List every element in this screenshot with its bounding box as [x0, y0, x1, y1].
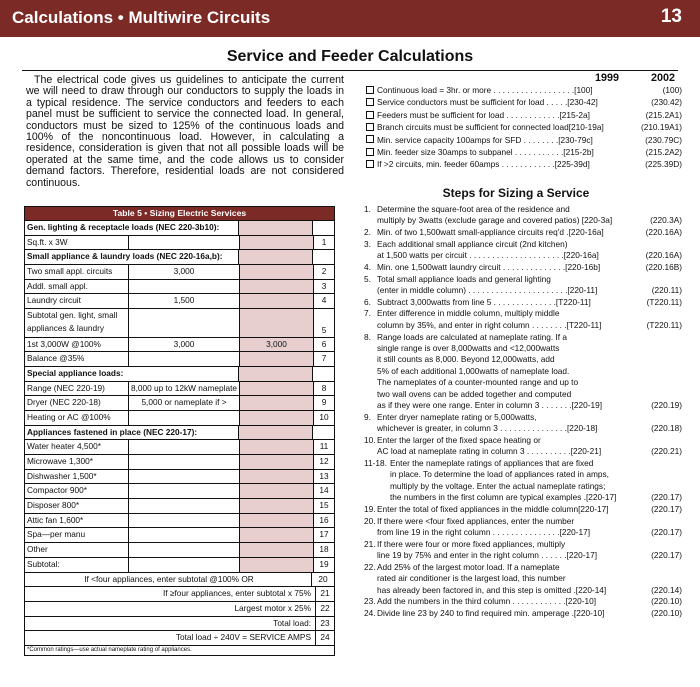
- table-row: [25, 542, 334, 557]
- comparison-label: [366, 109, 621, 121]
- comparison-label: [366, 96, 621, 108]
- table-row: [25, 630, 334, 645]
- step-line: Determine the square-foot area of the residence and: [377, 204, 570, 214]
- year-1999: 1999: [595, 72, 620, 84]
- total-cell: [240, 499, 314, 513]
- value-cell: 8,000 up to 12kW nameplate: [129, 382, 240, 396]
- step-item: [364, 274, 684, 297]
- step-number: 24.: [364, 607, 376, 618]
- step-line: Add 25% of the largest motor load. If a nameplate: [377, 561, 560, 572]
- comparison-item: [366, 84, 684, 96]
- total-cell: [240, 382, 314, 396]
- step-number: 3.: [364, 238, 371, 249]
- step-item: [364, 308, 684, 331]
- row-label: Addl. small appl.: [25, 280, 129, 294]
- year-headers: [366, 70, 684, 84]
- page-number: 13: [660, 6, 682, 27]
- step-line: column by 35%, and enter in right column . . . . . . . .[T220-11]: [377, 319, 602, 330]
- value-cell: [129, 470, 240, 484]
- line-number: 20: [318, 573, 328, 584]
- comparison-text: Continuous load = 3hr. or more . . . . . . . . . . . . . . . . . .[100]: [377, 85, 593, 95]
- row-label: Subtotal gen. light, small appliances & laundry: [25, 309, 129, 336]
- step-line: Enter the larger of the fixed space heating or: [377, 434, 541, 445]
- code-2002: (215.2A2): [645, 146, 682, 157]
- step-line: (enter in middle column) . . . . . . . . . . . . . . . . . . . . . .[220-11]: [377, 285, 598, 296]
- total-cell: [240, 309, 314, 336]
- code-2002: (100): [662, 85, 682, 95]
- table-section-header: [25, 249, 334, 264]
- table-row: [25, 381, 334, 396]
- step-item: [364, 297, 684, 308]
- step-number: 10.: [364, 434, 376, 445]
- step-number: 1.: [364, 204, 371, 214]
- step-item: [364, 435, 684, 458]
- chapter-title: Calculations • Multiwire Circuits: [12, 8, 271, 27]
- year-2002: 2002: [651, 72, 676, 84]
- table-row: [25, 557, 334, 572]
- row-label: Dryer (NEC 220-18): [25, 396, 129, 410]
- step-item: [364, 596, 684, 607]
- line-number: 2: [321, 266, 327, 277]
- total-cell: [240, 470, 314, 484]
- section-label: Special appliance loads:: [25, 367, 239, 381]
- table-row: [25, 454, 334, 469]
- row-label: Total load ÷ 240V = SERVICE AMPS: [25, 631, 316, 645]
- value-cell: [129, 309, 240, 336]
- value-cell: [129, 499, 240, 513]
- comparison-label: [366, 121, 621, 133]
- value-cell: [129, 455, 240, 469]
- step-line: Total small appliance loads and general lighting: [377, 273, 551, 284]
- step-code-2002: (220.21): [651, 446, 682, 457]
- step-code-2002: (220.10): [651, 596, 682, 607]
- section-label: Appliances fastened in place (NEC 220-17):: [25, 426, 239, 440]
- line-number: 15: [319, 500, 329, 511]
- value-cell: 1,500: [129, 294, 240, 308]
- step-code-2002: (220.16A): [645, 250, 682, 261]
- comparison-text: Min. service capacity 100amps for SFD . . . . . . . .[230-79c]: [377, 134, 593, 145]
- table-section-header: [25, 220, 334, 235]
- step-number: 8.: [364, 331, 371, 342]
- step-line: Min. of two 1,500watt small-appliance circuits req'd .[220-16a]: [377, 227, 604, 238]
- line-number-cell: [313, 426, 334, 440]
- row-label: If <four appliances, enter subtotal @100% OR: [25, 573, 312, 587]
- value-cell: 3,000: [129, 265, 240, 279]
- shaded-cell: [239, 221, 313, 235]
- step-text: [377, 412, 630, 435]
- step-text: [377, 308, 630, 331]
- comparison-item: [366, 158, 684, 170]
- step-text: [390, 458, 643, 504]
- value-cell: [129, 352, 240, 366]
- step-code-2002: (220.16B): [645, 261, 682, 272]
- table-row: [25, 235, 334, 250]
- checkbox-icon: [366, 135, 374, 143]
- step-item: [364, 516, 684, 539]
- line-number: 18: [319, 544, 329, 555]
- step-item: [364, 262, 684, 273]
- table-row: [25, 498, 334, 513]
- intro-paragraph: The electrical code gives us guidelines to anticipate the current we will need to draw through our conductors to supply the loads in a typical residence. The service conductors and feeders to each panel must be sufficient to service the connected load. In general, conductors must be sized to 125% of the continuous loads and 100% of the noncontinuous load. However, in calculating a residence, consideration is given that not all possible loads will be operated at the same time, and the code allows us to consider demand factors. Therefore, residential loads are not considered continuous.: [26, 74, 344, 189]
- step-line: whichever is greater, in column 3 . . . . . . . . . . . . . . .[220-18]: [377, 423, 598, 434]
- step-text: [377, 332, 630, 412]
- comparison-text: If >2 circuits, min. feeder 60amps . . . . . . . . . . . .[225-39d]: [377, 159, 590, 170]
- line-number-cell: [313, 367, 334, 381]
- table-row: [25, 469, 334, 484]
- checkbox-icon: [366, 111, 374, 119]
- comparison-label: [366, 84, 621, 96]
- table-row: [25, 439, 334, 454]
- line-number: 22: [320, 602, 330, 613]
- line-number-cell: [313, 250, 334, 264]
- row-label: 1st 3,000W @100%: [25, 338, 129, 352]
- line-number: 17: [319, 529, 329, 540]
- line-number: 21: [320, 588, 330, 599]
- step-line: If there were <four fixed appliances, enter the number: [377, 515, 575, 526]
- line-number-cell: [313, 221, 334, 235]
- row-label: Largest motor x 25%: [25, 602, 316, 616]
- step-text: [377, 562, 630, 596]
- step-line: Enter the total of fixed appliances in the middle column[220-17]: [377, 503, 609, 514]
- shaded-cell: [239, 367, 313, 381]
- value-cell: [129, 484, 240, 498]
- comparison-item: [366, 121, 684, 133]
- line-number: 10: [319, 411, 329, 422]
- row-label: Other: [25, 543, 129, 557]
- line-number: 11: [319, 441, 329, 452]
- step-code-2002: (220.18): [651, 423, 682, 434]
- line-number: 3: [321, 280, 327, 291]
- line-number: 13: [319, 470, 329, 481]
- step-code-2002: (T220.11): [646, 319, 682, 330]
- step-line: from line 19 in the right column . . . . . . . . . . . . . . .[220-17]: [377, 526, 591, 537]
- table-row: [25, 308, 334, 336]
- checkbox-icon: [366, 148, 374, 156]
- comparison-text: Service conductors must be sufficient for load . . . . .[230-42]: [377, 97, 598, 108]
- step-code-2002: (220.17): [651, 503, 682, 514]
- table-row: [25, 293, 334, 308]
- step-line: at 1,500 watts per circuit . . . . . . . . . . . . . . . . . . . . .[220-16a]: [377, 250, 599, 261]
- step-number: 2.: [364, 227, 371, 238]
- line-number: 23: [320, 617, 330, 628]
- table-row: [25, 586, 334, 601]
- step-number: 22.: [364, 561, 376, 572]
- step-line: has already been factored in, and this step is omitted .[220-14]: [377, 584, 607, 595]
- step-number: 7.: [364, 308, 371, 319]
- comparison-text: Feeders must be sufficient for load . . . . . . . . . . . .[215-2a]: [377, 109, 590, 120]
- shaded-cell: [239, 426, 313, 440]
- row-label: Two small appl. circuits: [25, 265, 129, 279]
- step-number: 23.: [364, 596, 376, 607]
- line-number: 6: [321, 338, 327, 349]
- value-cell: [129, 280, 240, 294]
- step-code-2002: (220.17): [651, 492, 682, 503]
- row-label: Attic fan 1,600*: [25, 514, 129, 528]
- line-number: 14: [319, 485, 329, 496]
- step-number: 5.: [364, 273, 371, 284]
- value-cell: [129, 440, 240, 454]
- table-row: [25, 572, 334, 587]
- table-row: [25, 601, 334, 616]
- table-footnote: *Common ratings—use actual nameplate rating of appliances.: [25, 645, 334, 655]
- value-cell: [129, 411, 240, 425]
- step-line: Enter the nameplate ratings of appliances that are fixed: [390, 457, 594, 468]
- step-line: line 19 by 75% and enter in the right column . . . . . .[220-17]: [377, 550, 597, 561]
- line-number: 16: [319, 514, 329, 525]
- checkbox-icon: [366, 123, 374, 131]
- step-code-2002: (220.14): [651, 584, 682, 595]
- total-cell: [240, 455, 314, 469]
- line-number: 9: [321, 397, 327, 408]
- value-cell: [129, 558, 240, 572]
- comparison-label: [366, 134, 621, 146]
- step-code-2002: (T220.11): [646, 296, 682, 307]
- shaded-cell: [239, 250, 313, 264]
- value-cell: [129, 543, 240, 557]
- steps-list: [364, 204, 684, 620]
- row-label: Sq.ft. x 3W: [25, 236, 129, 250]
- total-cell: [240, 514, 314, 528]
- step-line: Enter dryer nameplate rating or 5,000watts,: [377, 411, 537, 422]
- step-text: [377, 435, 630, 458]
- code-2002: (230.42): [651, 97, 682, 108]
- step-line: Subtract 3,000watts from line 5 . . . . . . . . . . . . . .[T220-11]: [377, 296, 591, 307]
- step-item: [364, 332, 684, 412]
- total-cell: [240, 440, 314, 454]
- step-item: [364, 227, 684, 238]
- total-cell: [240, 484, 314, 498]
- step-item: [364, 504, 684, 515]
- step-item: [364, 562, 684, 596]
- section-label: Gen. lighting & receptacle loads (NEC 220-3b10):: [25, 221, 239, 235]
- step-code-2002: (220.19): [651, 399, 682, 410]
- line-number: 19: [319, 558, 329, 569]
- row-label: If ≥four appliances, enter subtotal x 75%: [25, 587, 316, 601]
- total-cell: [240, 528, 314, 542]
- comparison-item: [366, 109, 684, 121]
- step-line: Range loads are calculated at nameplate rating. If a: [377, 331, 568, 342]
- step-text: [377, 262, 630, 273]
- table-section-header: [25, 425, 334, 440]
- comparison-item: [366, 96, 684, 108]
- row-label: Total load:: [25, 617, 316, 631]
- step-number: 9.: [364, 411, 371, 422]
- code-2002: (230.79C): [645, 134, 682, 145]
- code-2002: (215.2A1): [645, 109, 682, 120]
- step-text: [377, 504, 630, 515]
- value-cell: 5,000 or nameplate if >: [129, 396, 240, 410]
- step-line: the numbers in the first column are typical examples .[220-17]: [390, 492, 617, 503]
- step-text: [377, 596, 630, 607]
- row-label: Laundry circuit: [25, 294, 129, 308]
- step-line: Divide line 23 by 240 to find required min. amperage .[220-10]: [377, 607, 605, 618]
- step-number: 20.: [364, 515, 376, 526]
- step-line: 5% of each additional 1,000watts of nameplate load.: [377, 365, 570, 376]
- step-text: [377, 227, 630, 238]
- total-cell: [240, 280, 314, 294]
- step-text: [377, 239, 630, 262]
- table-row: [25, 279, 334, 294]
- value-cell: [129, 514, 240, 528]
- table-row: [25, 264, 334, 279]
- checkbox-icon: [366, 160, 374, 168]
- step-item: [364, 539, 684, 562]
- total-cell: [240, 294, 314, 308]
- step-item: [364, 412, 684, 435]
- step-number: 4.: [364, 261, 371, 272]
- step-line: Add the numbers in the third column . . . . . . . . . . . .[220-10]: [377, 596, 597, 607]
- table-section-header: [25, 366, 334, 381]
- step-number: 11-18.: [364, 457, 387, 468]
- checkbox-icon: [366, 98, 374, 106]
- comparison-label: [366, 146, 621, 158]
- step-line: multiply by 3watts (exclude garage and covered patios) [220-3a]: [377, 215, 613, 226]
- row-label: Subtotal:: [25, 558, 129, 572]
- row-label: Microwave 1,300*: [25, 455, 129, 469]
- steps-title: Steps for Sizing a Service: [442, 186, 590, 200]
- table-row: [25, 410, 334, 425]
- section-title: Service and Feeder Calculations: [226, 48, 474, 65]
- row-label: Heating or AC @100%: [25, 411, 129, 425]
- line-number: 12: [319, 456, 329, 467]
- step-line: rated air conditioner is the largest load, this number: [377, 573, 566, 584]
- step-text: [377, 204, 630, 227]
- step-line: AC load at nameplate rating in column 3 . . . . . . . . . .[220-21]: [377, 446, 602, 457]
- line-number: 1: [321, 236, 327, 247]
- total-cell: [240, 411, 314, 425]
- total-cell: [240, 265, 314, 279]
- step-line: If there were four or more fixed appliances, multiply: [377, 538, 566, 549]
- total-cell: [240, 352, 314, 366]
- total-cell: [240, 236, 314, 250]
- row-label: Compactor 900*: [25, 484, 129, 498]
- value-cell: 3,000: [129, 338, 240, 352]
- step-line: Min. one 1,500watt laundry circuit . . . . . . . . . . . . . .[220-16b]: [377, 261, 601, 272]
- code-2002: (210.19A1): [640, 122, 682, 133]
- step-code-2002: (220.11): [651, 285, 682, 296]
- step-line: it still counts as 8,000. Beyond 12,000watts, add: [377, 354, 555, 365]
- line-number: 8: [321, 382, 327, 393]
- step-line: multiply by the voltage. Enter the actual nameplate ratings;: [390, 480, 606, 491]
- code-comparison-list: [366, 70, 684, 171]
- step-text: [377, 539, 630, 562]
- sizing-electric-services-table: [24, 206, 335, 656]
- comparison-text: Branch circuits must be sufficient for connected load[210-19a]: [377, 122, 604, 133]
- step-item: [364, 608, 684, 619]
- step-text: [377, 608, 630, 619]
- line-number: 5: [321, 324, 327, 335]
- step-line: Each additional small appliance circuit (2nd kitchen): [377, 238, 568, 249]
- step-item: [364, 458, 684, 504]
- total-cell: [240, 558, 314, 572]
- total-cell: [240, 543, 314, 557]
- step-code-2002: (220.17): [651, 550, 682, 561]
- checkbox-icon: [366, 86, 374, 94]
- row-label: Balance @35%: [25, 352, 129, 366]
- table-row: [25, 351, 334, 366]
- page-header: [0, 0, 700, 37]
- step-line: as if they were one range. Enter in column 3 . . . . . . .[220-19]: [377, 399, 603, 410]
- row-label: Range (NEC 220-19): [25, 382, 129, 396]
- total-cell: 3,000: [240, 338, 314, 352]
- step-text: [377, 297, 630, 308]
- step-line: in place. To determine the load of appliances rated in amps,: [390, 469, 609, 480]
- step-number: 6.: [364, 296, 371, 307]
- step-code-2002: (220.16A): [645, 227, 682, 238]
- step-line: The nameplates of a counter-mounted range and up to: [377, 377, 579, 388]
- section-label: Small appliance & laundry loads (NEC 220-16a,b):: [25, 250, 239, 264]
- table-row: [25, 513, 334, 528]
- table-row: [25, 395, 334, 410]
- comparison-text: Min. feeder size 30amps to subpanel . . . . . . . . . . .[215-2b]: [377, 146, 594, 157]
- value-cell: [129, 528, 240, 542]
- step-code-2002: (220.3A): [650, 215, 682, 226]
- row-label: Disposer 800*: [25, 499, 129, 513]
- row-label: Water heater 4,500*: [25, 440, 129, 454]
- comparison-item: [366, 134, 684, 146]
- line-number: 4: [321, 295, 327, 306]
- table-row: [25, 527, 334, 542]
- step-line: two wall ovens can be added together and computed: [377, 388, 572, 399]
- step-code-2002: (220.10): [651, 607, 682, 618]
- row-label: Dishwasher 1,500*: [25, 470, 129, 484]
- step-item: [364, 204, 684, 227]
- table-row: [25, 483, 334, 498]
- step-text: [377, 516, 630, 539]
- table-row: [25, 616, 334, 631]
- step-code-2002: (220.17): [651, 526, 682, 537]
- step-text: [377, 274, 630, 297]
- step-line: single range is over 8,000watts and <12,000watts: [377, 342, 560, 353]
- step-number: 21.: [364, 538, 376, 549]
- table-row: [25, 337, 334, 352]
- line-number: 24: [320, 632, 330, 643]
- total-cell: [240, 396, 314, 410]
- row-label: Spa—per manu: [25, 528, 129, 542]
- table-caption: Table 5 • Sizing Electric Services: [25, 207, 334, 220]
- step-item: [364, 239, 684, 262]
- step-number: 19.: [364, 503, 376, 514]
- line-number: 7: [321, 353, 327, 364]
- comparison-item: [366, 146, 684, 158]
- comparison-label: [366, 158, 621, 170]
- step-line: Enter difference in middle column, multiply middle: [377, 308, 560, 319]
- value-cell: [129, 236, 240, 250]
- code-2002: (225.39D): [645, 159, 682, 170]
